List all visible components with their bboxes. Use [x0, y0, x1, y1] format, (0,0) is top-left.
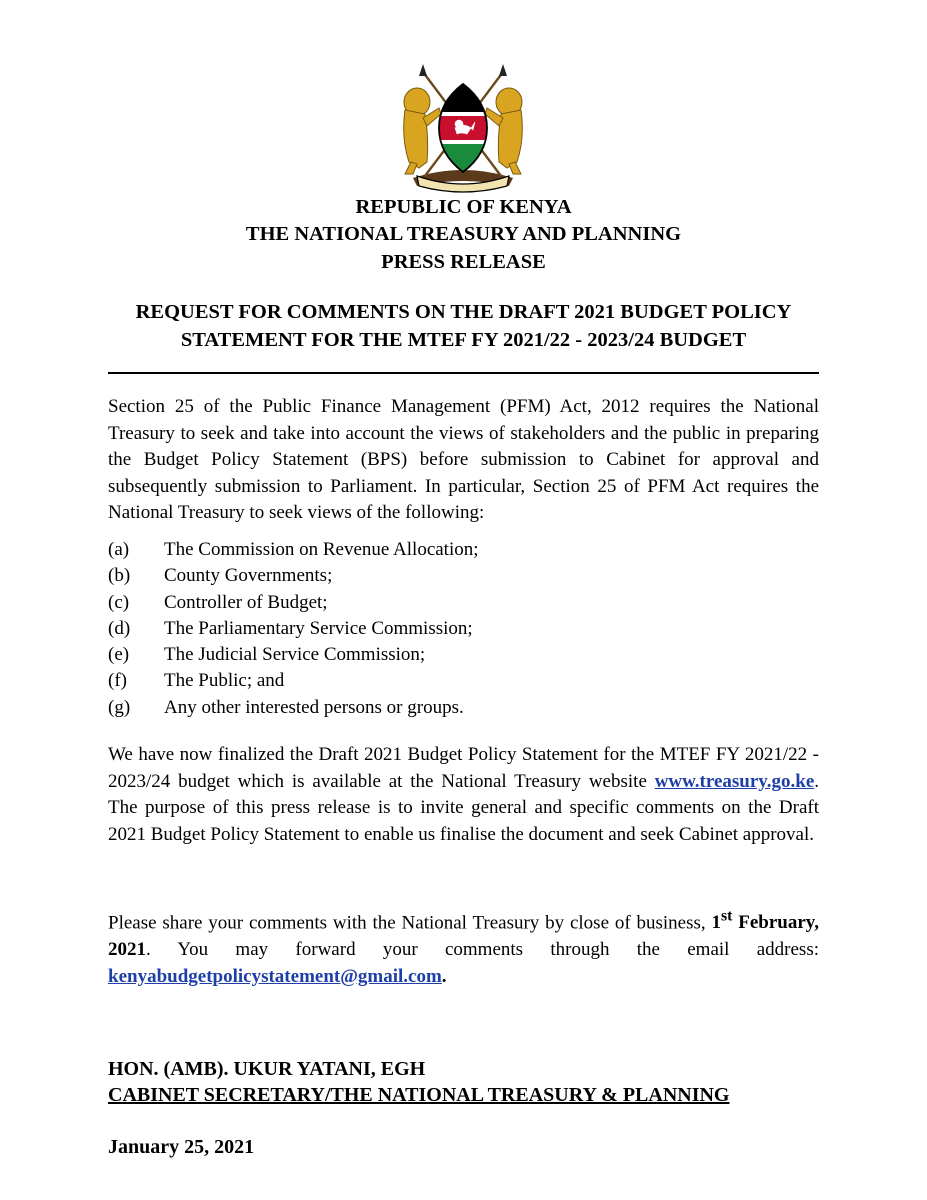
title-line-2: STATEMENT FOR THE MTEF FY 2021/22 - 2023/24 BUDGET: [180, 329, 747, 351]
list-item-marker: (f): [108, 670, 127, 692]
list-item-text: Controller of Budget;: [164, 591, 328, 613]
paragraph-2-text-after-link: . The purpose of this press release is to invite general and specific comments on the Draft 2021 Budget Policy Statement to enable us finalise the document and seek Cabinet approval.: [108, 770, 819, 845]
signatory-role: CABINET SECRETARY/THE NATIONAL TREASURY & PLANNING: [108, 1084, 730, 1106]
comments-email-link[interactable]: kenyabudgetpolicystatement@gmail.com: [108, 965, 442, 987]
deadline-day: 1: [711, 912, 721, 934]
list-item: [108, 563, 479, 589]
body-paragraph-3: [108, 904, 819, 990]
list-item: [108, 642, 479, 668]
list-item: [108, 590, 479, 616]
list-item-marker: (d): [108, 617, 131, 639]
list-item: [108, 695, 479, 721]
treasury-website-link[interactable]: www.treasury.go.ke: [654, 770, 815, 792]
list-item: [108, 668, 479, 694]
paragraph-3-text-before-date: Please share your comments with the National Treasury by close of business,: [108, 912, 712, 934]
stakeholder-list: [108, 537, 479, 721]
signatory-name: HON. (AMB). UKUR YATANI, EGH: [108, 1058, 426, 1080]
list-item-marker: (g): [108, 696, 131, 718]
header-ministry: THE NATIONAL TREASURY AND PLANNING: [245, 223, 682, 245]
title-divider: [108, 372, 819, 374]
release-date: January 25, 2021: [108, 1136, 255, 1158]
header-document-type: PRESS RELEASE: [381, 251, 546, 273]
paragraph-2-text-before-link: We have now finalized the Draft 2021 Budget Policy Statement for the MTEF FY 2021/22 - 2023/24 budget which is available at the National Treasury website: [108, 744, 819, 792]
list-item-text: The Public; and: [164, 670, 285, 692]
deadline-day-suffix: st: [720, 908, 733, 925]
deadline-month-year: February, 2021: [108, 912, 819, 960]
list-item-marker: (b): [108, 565, 131, 587]
list-item-text: The Judicial Service Commission;: [164, 644, 426, 666]
list-item-marker: (e): [108, 644, 130, 666]
list-item: [108, 537, 479, 563]
list-item-marker: (a): [108, 539, 130, 560]
list-item-marker: (c): [108, 591, 130, 613]
list-item: [108, 616, 479, 642]
list-item-text: The Parliamentary Service Commission;: [164, 617, 473, 639]
body-paragraph-2: [108, 742, 819, 848]
list-item-text: Any other interested persons or groups.: [164, 696, 464, 718]
body-paragraph-1: Section 25 of the Public Finance Management (PFM) Act, 2012 requires the National Treasury to seek and take into account the views of stakeholders and the public in preparing the Budget Policy Statement (BPS) before submission to Cabinet for approval and subsequently submission to Parliament. In particular, Section 25 of PFM Act requires the National Treasury to seek views of the following:: [108, 396, 819, 524]
header-country: REPUBLIC OF KENYA: [355, 196, 572, 218]
kenya-coat-of-arms: [383, 58, 543, 196]
list-item-text: The Commission on Revenue Allocation;: [164, 539, 479, 560]
paragraph-3-text-after-date: . You may forward your comments through the email address:: [146, 938, 819, 960]
paragraph-3-end: .: [441, 965, 447, 987]
title-line-1: REQUEST FOR COMMENTS ON THE DRAFT 2021 BUDGET POLICY: [135, 301, 792, 323]
list-item-text: County Governments;: [164, 565, 333, 587]
coat-of-arms-icon: [383, 58, 543, 196]
